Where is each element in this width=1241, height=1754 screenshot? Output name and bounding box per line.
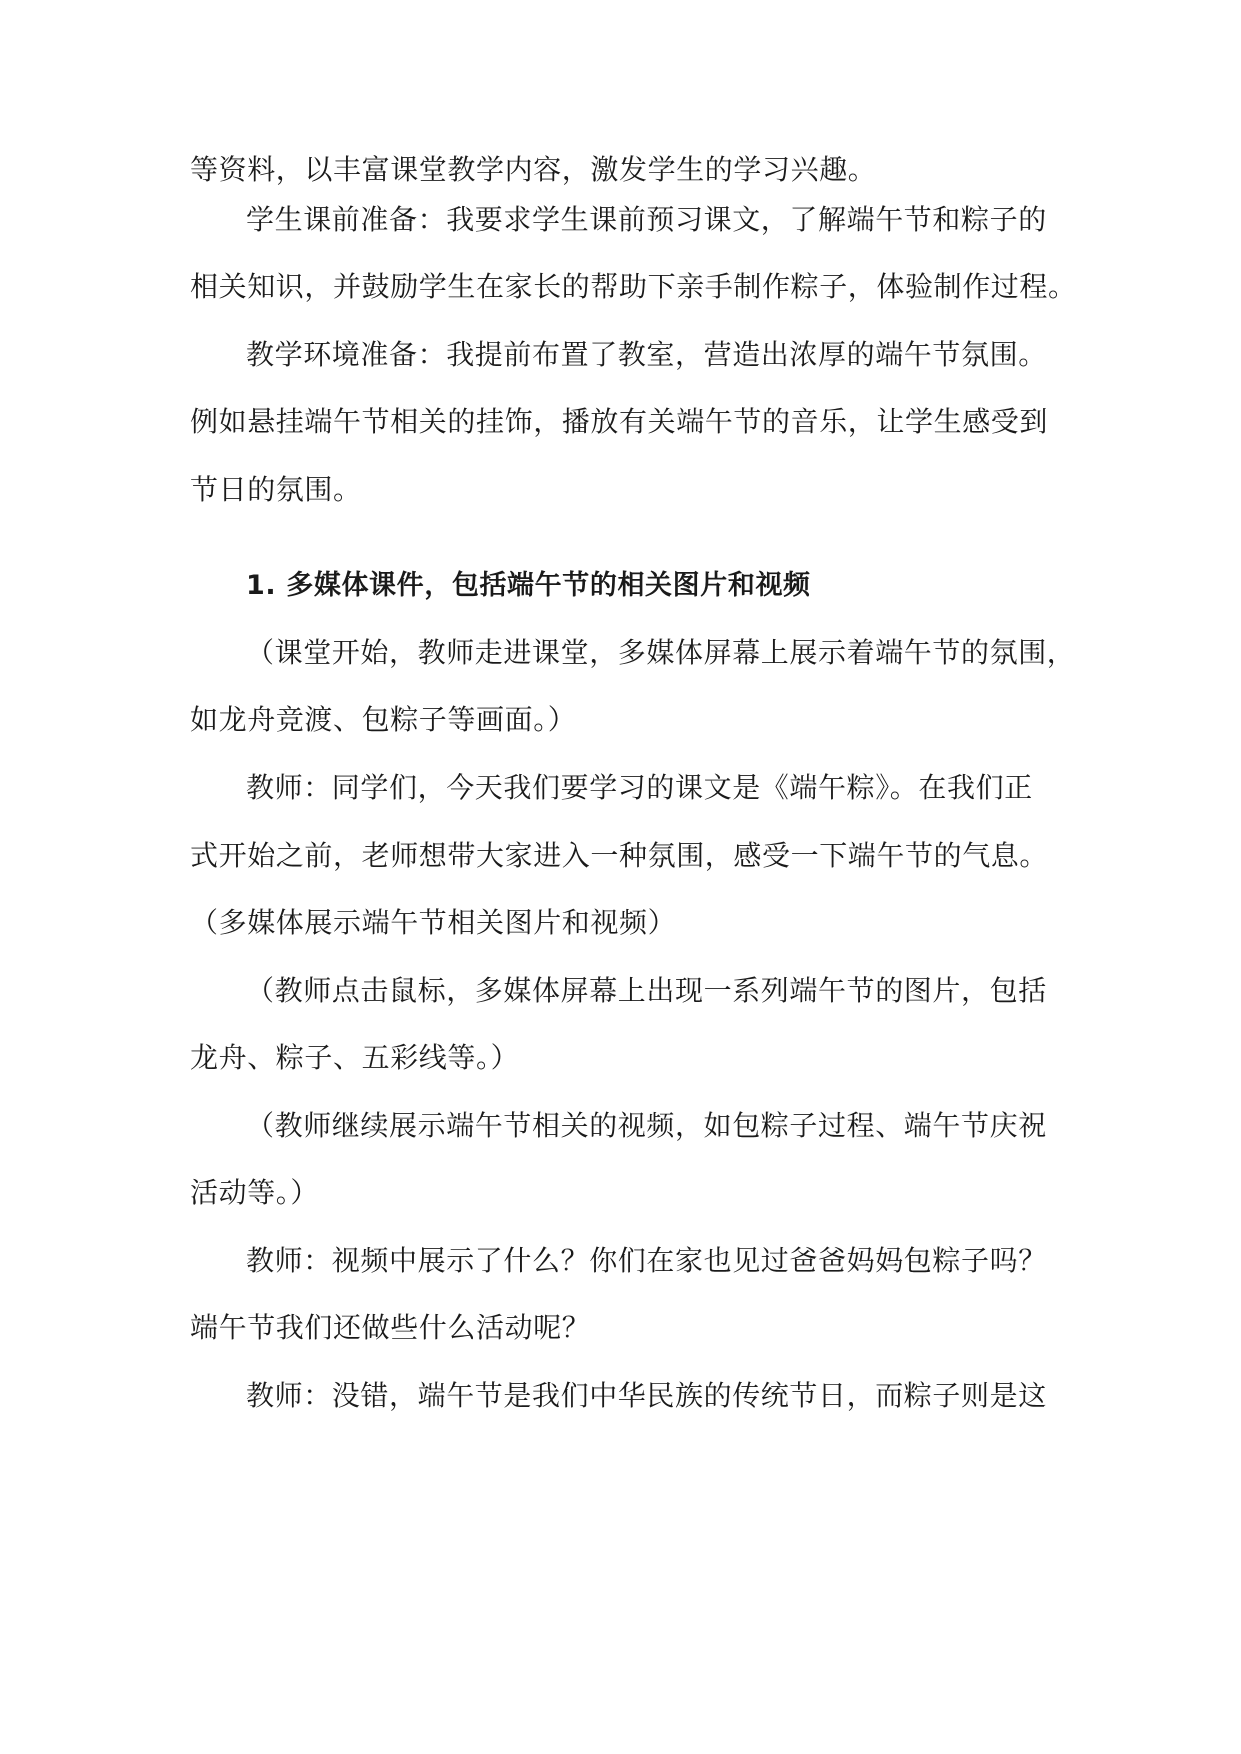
paragraph-line: 龙舟、粽子、五彩线等。）	[190, 1041, 520, 1074]
paragraph-line: 如龙舟竞渡、包粽子等画面。）	[190, 703, 577, 736]
paragraph-line: 教师：视频中展示了什么？你们在家也见过爸爸妈妈包粽子吗？	[246, 1244, 1047, 1277]
paragraph-line: 相关知识，并鼓励学生在家长的帮助下亲手制作粽子，体验制作过程。	[190, 270, 1077, 303]
paragraph-line: 节日的氛围。	[190, 473, 362, 506]
paragraph-line: 教师：同学们，今天我们要学习的课文是《端午粽》。在我们正	[246, 771, 1033, 804]
paragraph-line: （教师继续展示端午节相关的视频，如包粽子过程、端午节庆祝	[246, 1109, 1047, 1142]
paragraph-line: 等资料，以丰富课堂教学内容，激发学生的学习兴趣。	[190, 153, 877, 186]
paragraph-line: 教学环境准备：我提前布置了教室，营造出浓厚的端午节氛围。	[246, 338, 1047, 371]
paragraph-line: （多媒体展示端午节相关图片和视频）	[190, 906, 677, 939]
paragraph-line: （课堂开始，教师走进课堂，多媒体屏幕上展示着端午节的氛围，	[246, 636, 1076, 669]
paragraph-line: 教师：没错，端午节是我们中华民族的传统节日，而粽子则是这	[246, 1379, 1047, 1412]
paragraph-line: （教师点击鼠标，多媒体屏幕上出现一系列端午节的图片，包括	[246, 974, 1047, 1007]
paragraph-line: 式开始之前，老师想带大家进入一种氛围，感受一下端午节的气息。	[190, 839, 1049, 872]
section-heading: 1. 多媒体课件，包括端午节的相关图片和视频	[246, 570, 811, 601]
paragraph-line: 端午节我们还做些什么活动呢？	[190, 1311, 591, 1344]
paragraph-line: 学生课前准备：我要求学生课前预习课文，了解端午节和粽子的	[246, 203, 1047, 236]
paragraph-line: 活动等。）	[190, 1176, 320, 1209]
paragraph-line: 例如悬挂端午节相关的挂饰，播放有关端午节的音乐，让学生感受到	[190, 405, 1049, 438]
